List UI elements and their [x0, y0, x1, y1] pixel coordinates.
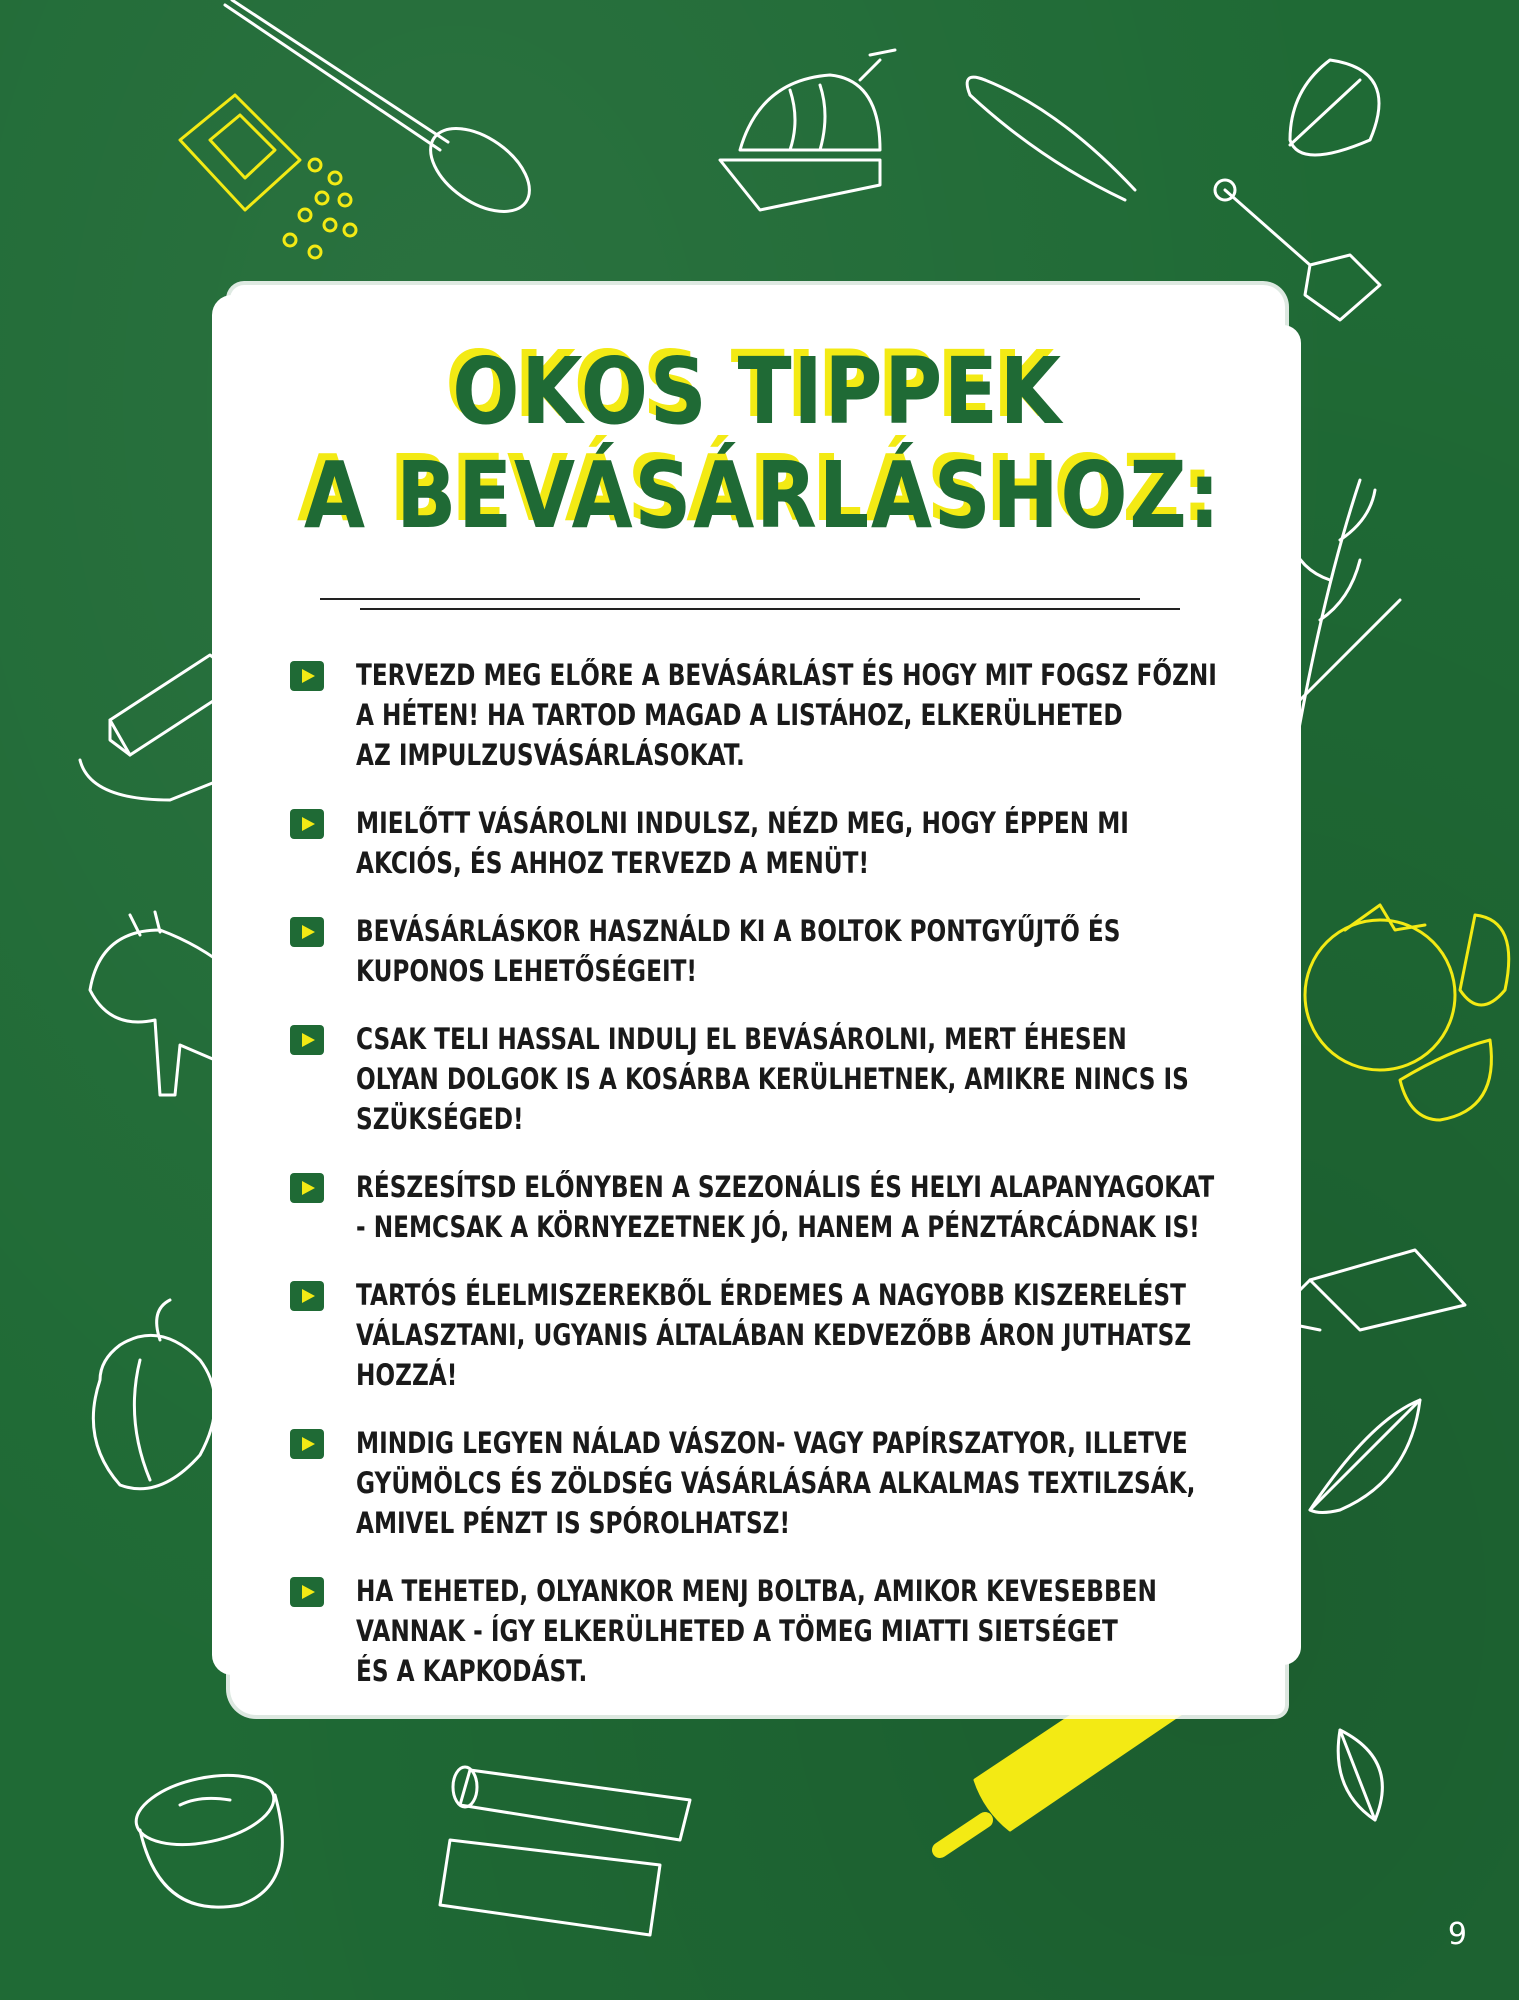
list-item: [290, 803, 1230, 883]
leaf-icon: [1290, 60, 1379, 155]
tongs-icon: [967, 77, 1135, 200]
tip-line: HA TEHETED, OLYANKOR MENJ BOLTBA, AMIKOR KEVESEBBEN: [356, 1574, 1157, 1608]
page-title: [230, 340, 1285, 548]
spoon-icon: [225, 0, 544, 228]
list-item: [290, 1019, 1230, 1139]
tip-line: TERVEZD MEG ELŐRE A BEVÁSÁRLÁST ÉS HOGY MIT FOGSZ FŐZNI: [356, 658, 1217, 692]
tip-line: BEVÁSÁRLÁSKOR HASZNÁLD KI A BOLTOK PONTGYŰJTŐ ÉS: [356, 914, 1121, 948]
tip-line: VANNAK - ÍGY ELKERÜLHETED A TÖMEG MIATTI SIETSÉGET: [356, 1614, 1118, 1648]
tip-line: SZÜKSÉGED!: [356, 1102, 524, 1136]
leaf-icon: [1338, 1730, 1382, 1820]
title-line-2: A BEVÁSÁRLÁSHOZ:: [303, 442, 1222, 549]
tip-line: AKCIÓS, ÉS AHHOZ TERVEZD A MENÜT!: [356, 846, 870, 880]
tip-line: AZ IMPULZUSVÁSÁRLÁSOKAT.: [356, 738, 745, 772]
tip-line: KUPONOS LEHETŐSÉGEIT!: [356, 954, 697, 988]
play-triangle-icon: [290, 1577, 324, 1607]
play-triangle-icon: [290, 1281, 324, 1311]
soup-bowl-icon: [130, 1764, 282, 1907]
tip-line: HOZZÁ!: [356, 1358, 458, 1392]
play-triangle-icon: [290, 1429, 324, 1459]
tip-line: GYÜMÖLCS ÉS ZÖLDSÉG VÁSÁRLÁSÁRA ALKALMAS TEXTILZSÁK,: [356, 1466, 1196, 1500]
list-item: [290, 1423, 1230, 1543]
tip-line: MINDIG LEGYEN NÁLAD VÁSZON- VAGY PAPÍRSZATYOR, ILLETVE: [356, 1426, 1188, 1460]
tomato-icon: [1305, 905, 1509, 1120]
list-item: [290, 911, 1230, 991]
title-underline: [320, 598, 1140, 600]
tip-line: TARTÓS ÉLELMISZEREKBŐL ÉRDEMES A NAGYOBB KISZERELÉST: [356, 1278, 1186, 1312]
tip-line: ÉS A KAPKODÁST.: [356, 1654, 588, 1688]
tip-line: CSAK TELI HASSAL INDULJ EL BEVÁSÁROLNI, MERT ÉHESEN: [356, 1022, 1127, 1056]
page-number: 9: [1447, 1917, 1467, 1952]
foil-roll-icon: [440, 1767, 690, 1935]
play-triangle-icon: [290, 917, 324, 947]
pig-icon: [90, 912, 230, 1110]
bell-pepper-icon: [93, 1300, 215, 1489]
bread-board-icon: [720, 50, 895, 210]
tip-line: VÁLASZTANI, UGYANIS ÁLTALÁBAN KEDVEZŐBB ÁRON JUTHATSZ: [356, 1318, 1192, 1352]
list-item: [290, 1167, 1230, 1247]
title-line-1: OKOS TIPPEK: [452, 338, 1063, 445]
leaf-icon: [1310, 1400, 1420, 1513]
list-item: [290, 1571, 1230, 1691]
tips-list: [290, 655, 1230, 1719]
title-underline: [360, 608, 1180, 610]
tip-line: RÉSZESÍTSD ELŐNYBEN A SZEZONÁLIS ÉS HELYI ALAPANYAGOKAT: [356, 1170, 1215, 1204]
play-triangle-icon: [290, 1025, 324, 1055]
wheat-icon: [1290, 480, 1400, 780]
tip-line: MIELŐTT VÁSÁROLNI INDULSZ, NÉZD MEG, HOGY ÉPPEN MI: [356, 806, 1129, 840]
list-item: [290, 1275, 1230, 1395]
list-item: [290, 655, 1230, 775]
play-triangle-icon: [290, 1173, 324, 1203]
cereal-bag-icon: [180, 95, 356, 258]
play-triangle-icon: [290, 809, 324, 839]
tip-line: AMIVEL PÉNZT IS SPÓROLHATSZ!: [356, 1506, 791, 1540]
tip-line: A HÉTEN! HA TARTOD MAGAD A LISTÁHOZ, ELKERÜLHETED: [356, 698, 1123, 732]
tip-line: - NEMCSAK A KÖRNYEZETNEK JÓ, HANEM A PÉNZTÁRCÁDNAK IS!: [356, 1210, 1200, 1244]
tip-line: OLYAN DOLGOK IS A KOSÁRBA KERÜLHETNEK, AMIKRE NINCS IS: [356, 1062, 1189, 1096]
play-triangle-icon: [290, 661, 324, 691]
